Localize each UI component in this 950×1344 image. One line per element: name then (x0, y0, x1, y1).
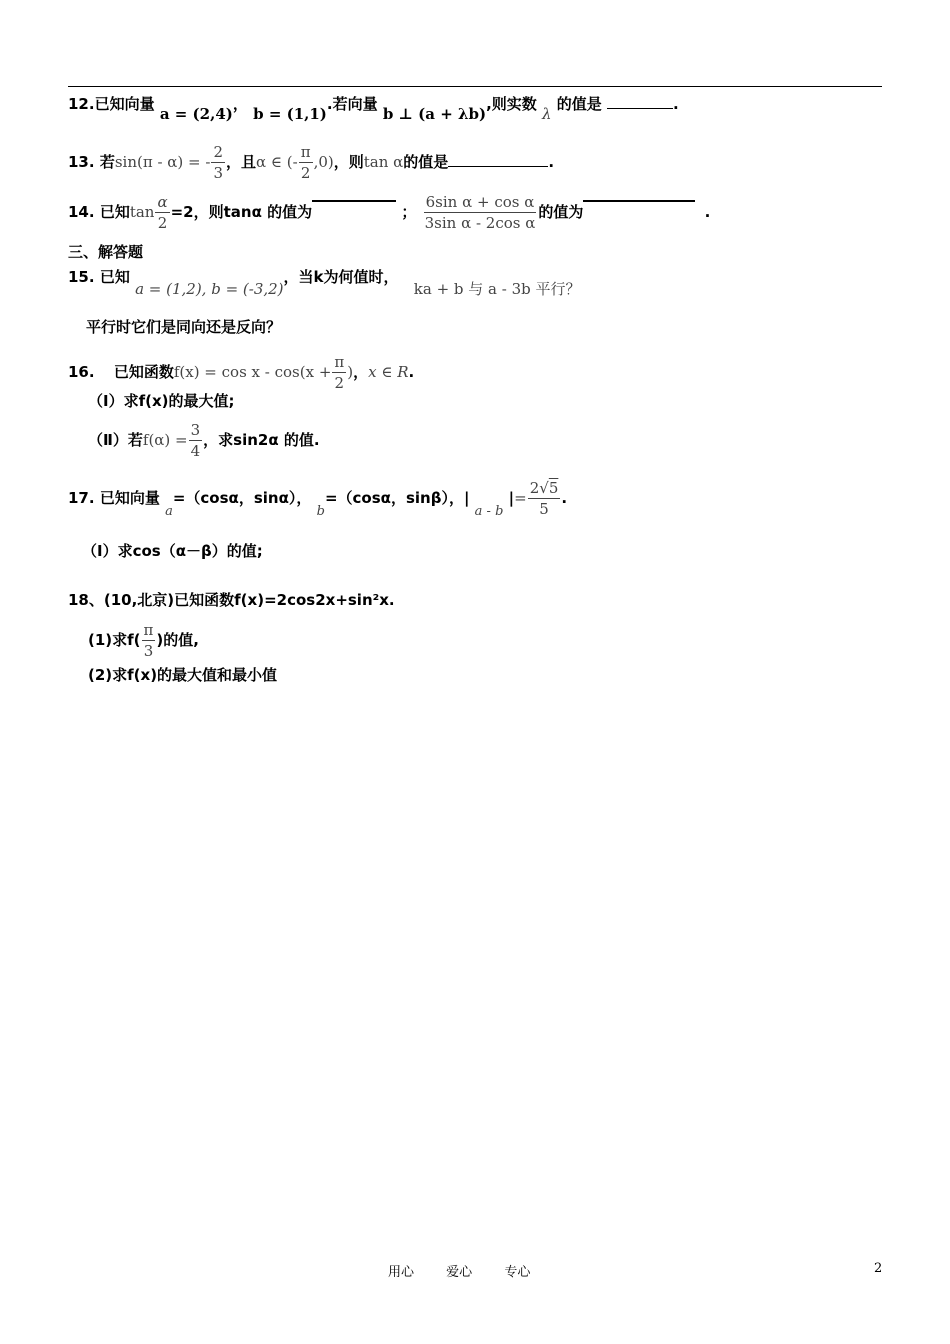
q12-answer-blank[interactable] (607, 94, 673, 109)
header-rule (68, 86, 882, 87)
question-15: 15. 已知 a = (1,2), b = (-3,2)，当k为何值时， ka + b 与 a - 3b 平行？ (68, 268, 581, 298)
section-heading: 三、解答题 (68, 243, 144, 261)
question-14: 14. 已知tan $\frac{\alpha}{2}$ =2，则tanα 的值为 ； $\frac{\text{6sin α + cos α}}{\text{3sin α - 2cos α}}$ 的值为 . (68, 193, 711, 232)
question-13: 13. 若sin(π - α) = - $\frac{2}{3}$ ，且α ∈ (- $\frac{\pi}{2}$ ,0)，则tan α的值是 . (68, 143, 555, 182)
q12-vector-b: b = (1,1) (253, 105, 327, 123)
q12-condition: b ⊥ (a + λb) (382, 105, 487, 123)
question-16-part2: （Ⅱ）若f(α) = $\frac{3}{4}$ ，求sin2α 的值. (88, 421, 320, 460)
question-15-line2: 平行时它们是同向还是反向？ (86, 318, 282, 336)
q14-big-fraction: $\frac{\text{6sin α + cos α}}{\text{3sin α - 2cos α}}$ (424, 193, 536, 232)
page-number: 2 (874, 1261, 883, 1276)
q14-answer-blank-2[interactable] (583, 192, 695, 202)
q13-fraction: $\frac{2}{3}$ (213, 143, 223, 182)
question-16-part1: （Ⅰ）求f(x)的最大值; (88, 392, 235, 410)
q12-number: 12. (68, 95, 95, 113)
question-18-part2: (2)求f(x)的最大值和最小值 (88, 666, 278, 684)
q14-answer-blank-1[interactable] (312, 192, 396, 202)
q12-vector-a: a = (2,4) (159, 105, 233, 123)
question-18-part1: (1)求f( $\frac{\pi}{3}$ )的值, (88, 621, 199, 660)
question-12: 12.已知向量 a = (2,4)， b = (1,1).若向量 b ⊥ (a + λb),则实数 λ 的值是 . (68, 95, 679, 123)
footer-motto: 用心 爱心 专心 (388, 1265, 531, 1280)
q13-answer-blank[interactable] (448, 152, 548, 167)
question-17-part1: （Ⅰ）求cos（α－β）的值; (82, 542, 263, 560)
question-16: 16. 已知函数f(x) = cos x - cos(x + $\frac{\pi}{2}$ )，x ∈ R. (68, 353, 415, 392)
q17-fraction: $\frac{2√5}{5}$ (529, 479, 559, 518)
question-17: 17. 已知向量 a=（cosα，sinα）， b=（cosα，sinβ），| a - b |= $\frac{2√5}{5}$ . (68, 479, 568, 519)
question-18: 18、(10,北京)已知函数f(x)=2cos2x+sin²x. (68, 591, 395, 609)
